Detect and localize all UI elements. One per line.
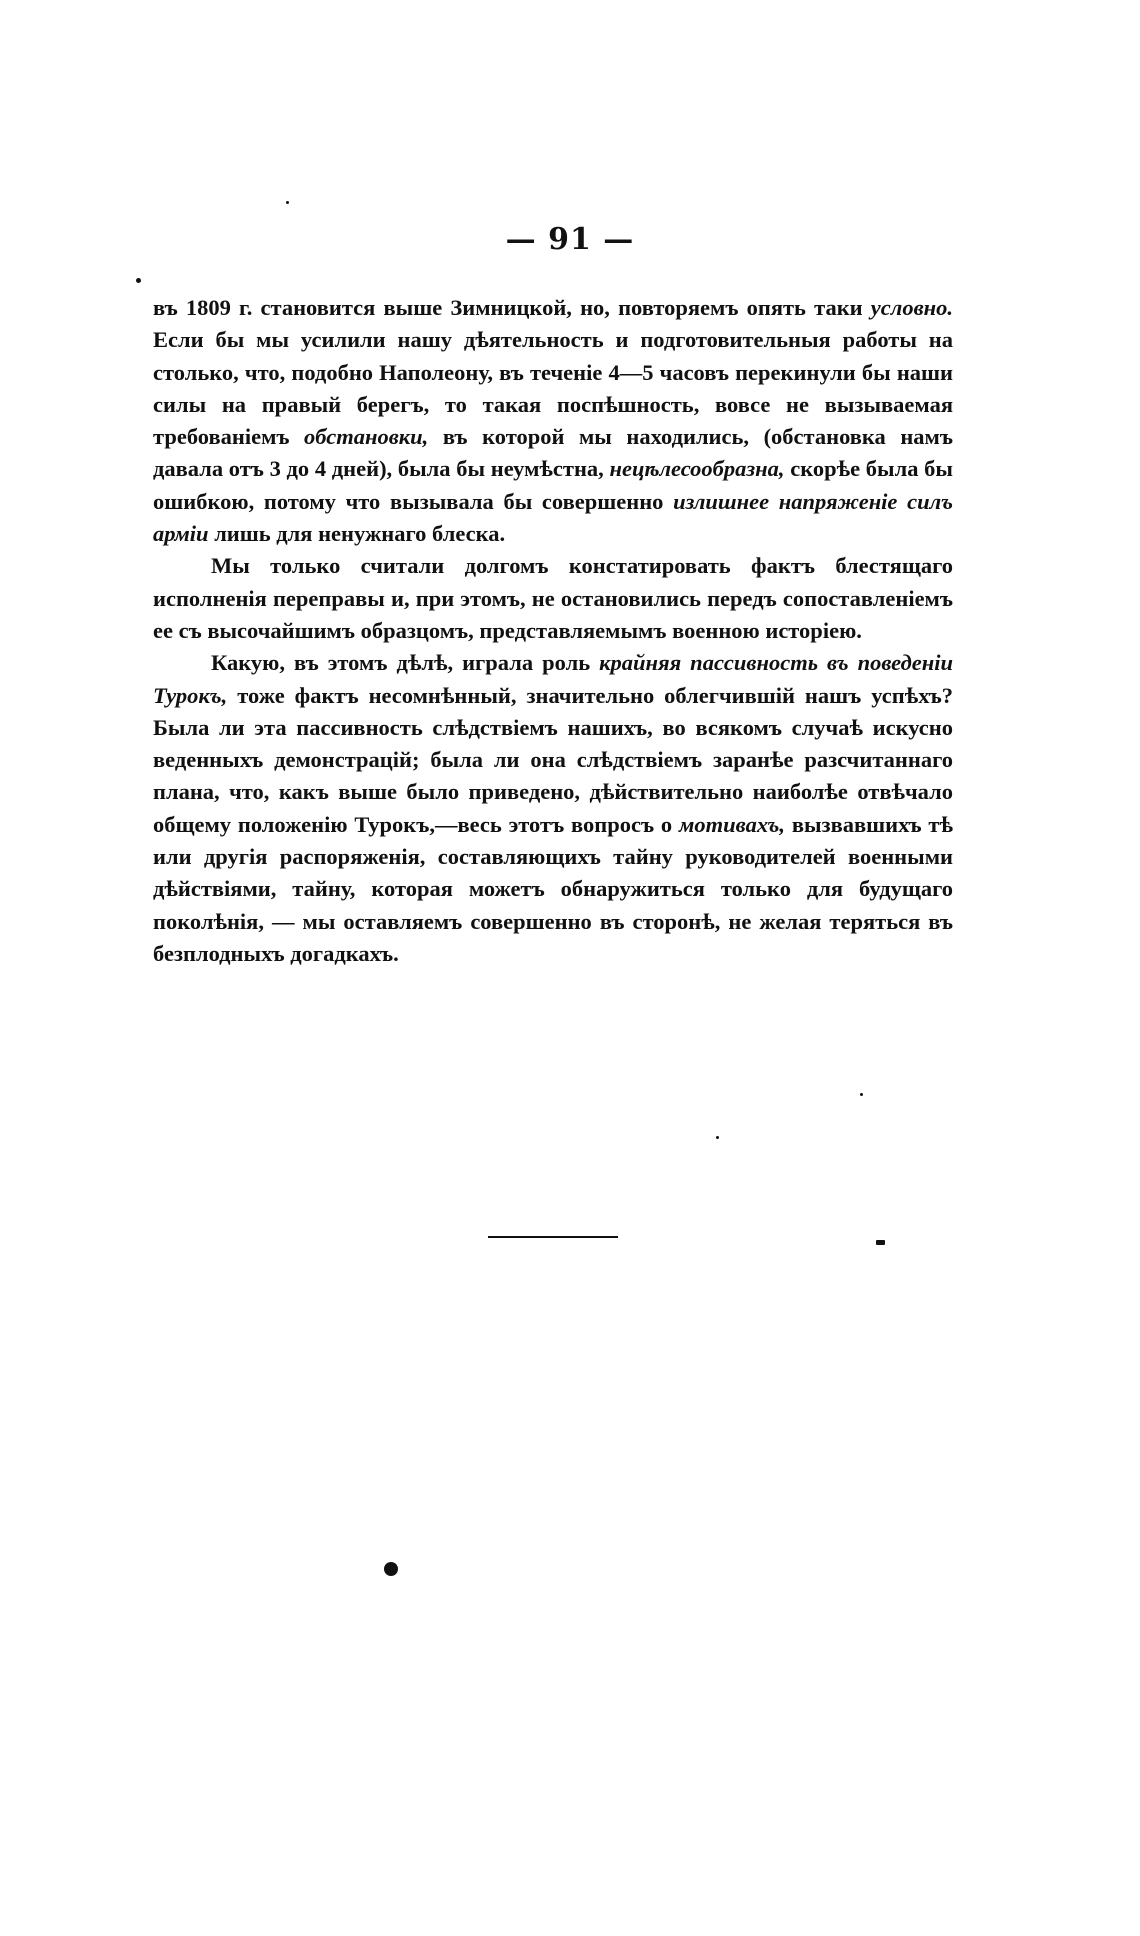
section-divider (488, 1236, 618, 1238)
italic-run: обстановки, (304, 424, 429, 450)
paragraph-3 (153, 647, 953, 970)
text-run: тоже фактъ несомнѣнный, значительно облегчившій нашъ успѣхъ? Была ли эта пассивность слѣдствіемъ нашихъ, во всякомъ случаѣ искусно веденныхъ демонстрацій; была ли она слѣдствіемъ заранѣе разсчитаннаго плана, что, какъ выше было приведено, дѣйствительно наиболѣе отвѣчало общему положенію Турокъ,—весь этотъ вопросъ о (153, 682, 953, 837)
scan-speck (860, 1093, 863, 1096)
italic-run: условно. (870, 295, 953, 320)
body-text (153, 292, 953, 970)
scan-speck (136, 278, 141, 283)
page-number: — 91 — (505, 222, 635, 257)
text-run: Какую, въ этомъ дѣлѣ, играла роль (211, 650, 600, 676)
italic-run: излишнее напряженіе силъ арміи (153, 488, 953, 547)
scan-speck (384, 1562, 398, 1576)
text-run: скорѣе была бы ошибкою, потому что вызывала бы совершенно (153, 456, 953, 514)
paragraph-1 (153, 292, 953, 550)
paragraph-2 (153, 550, 953, 647)
text-run: Мы только считали долгомъ констатировать фактъ блестящаго исполненія переправы и, при этомъ, не остановились передъ сопоставленіемъ ее съ высочайшимъ образцомъ, представляемымъ военною исторіею. (153, 553, 953, 643)
scan-speck (876, 1240, 885, 1245)
italic-run: мотивахъ, (679, 811, 785, 837)
scan-speck (716, 1136, 719, 1139)
text-run: въ которой мы находились, (обстановка намъ давала отъ 3 до 4 дней), была бы неумѣстна, (153, 424, 953, 482)
text-run: лишь для ненужнаго блеска. (208, 521, 506, 547)
text-run: въ 1809 г. становится выше Зимницкой, но, повторяемъ опять таки (153, 295, 871, 320)
scan-speck (286, 201, 289, 204)
text-run: Если бы мы усилили нашу дѣятельность и подготовительныя работы на столько, что, подобно Наполеону, въ теченіе 4—5 часовъ перекинули бы наши силы на правый берегъ, то такая поспѣшность, вовсе не вызываемая требованіемъ (153, 327, 953, 450)
text-run: вызвавшихъ тѣ или другія распоряженія, составляющихъ тайну руководителей военными дѣйствіями, тайну, которая можетъ обнаружиться только для будущаго поколѣнія, — мы оставляемъ совершенно въ сторонѣ, не желая теряться въ безплодныхъ догадкахъ. (153, 811, 953, 966)
italic-run: нецѣлесообразна, (609, 456, 785, 482)
italic-run: крайняя пассивность въ поведеніи Турокъ, (153, 650, 953, 708)
